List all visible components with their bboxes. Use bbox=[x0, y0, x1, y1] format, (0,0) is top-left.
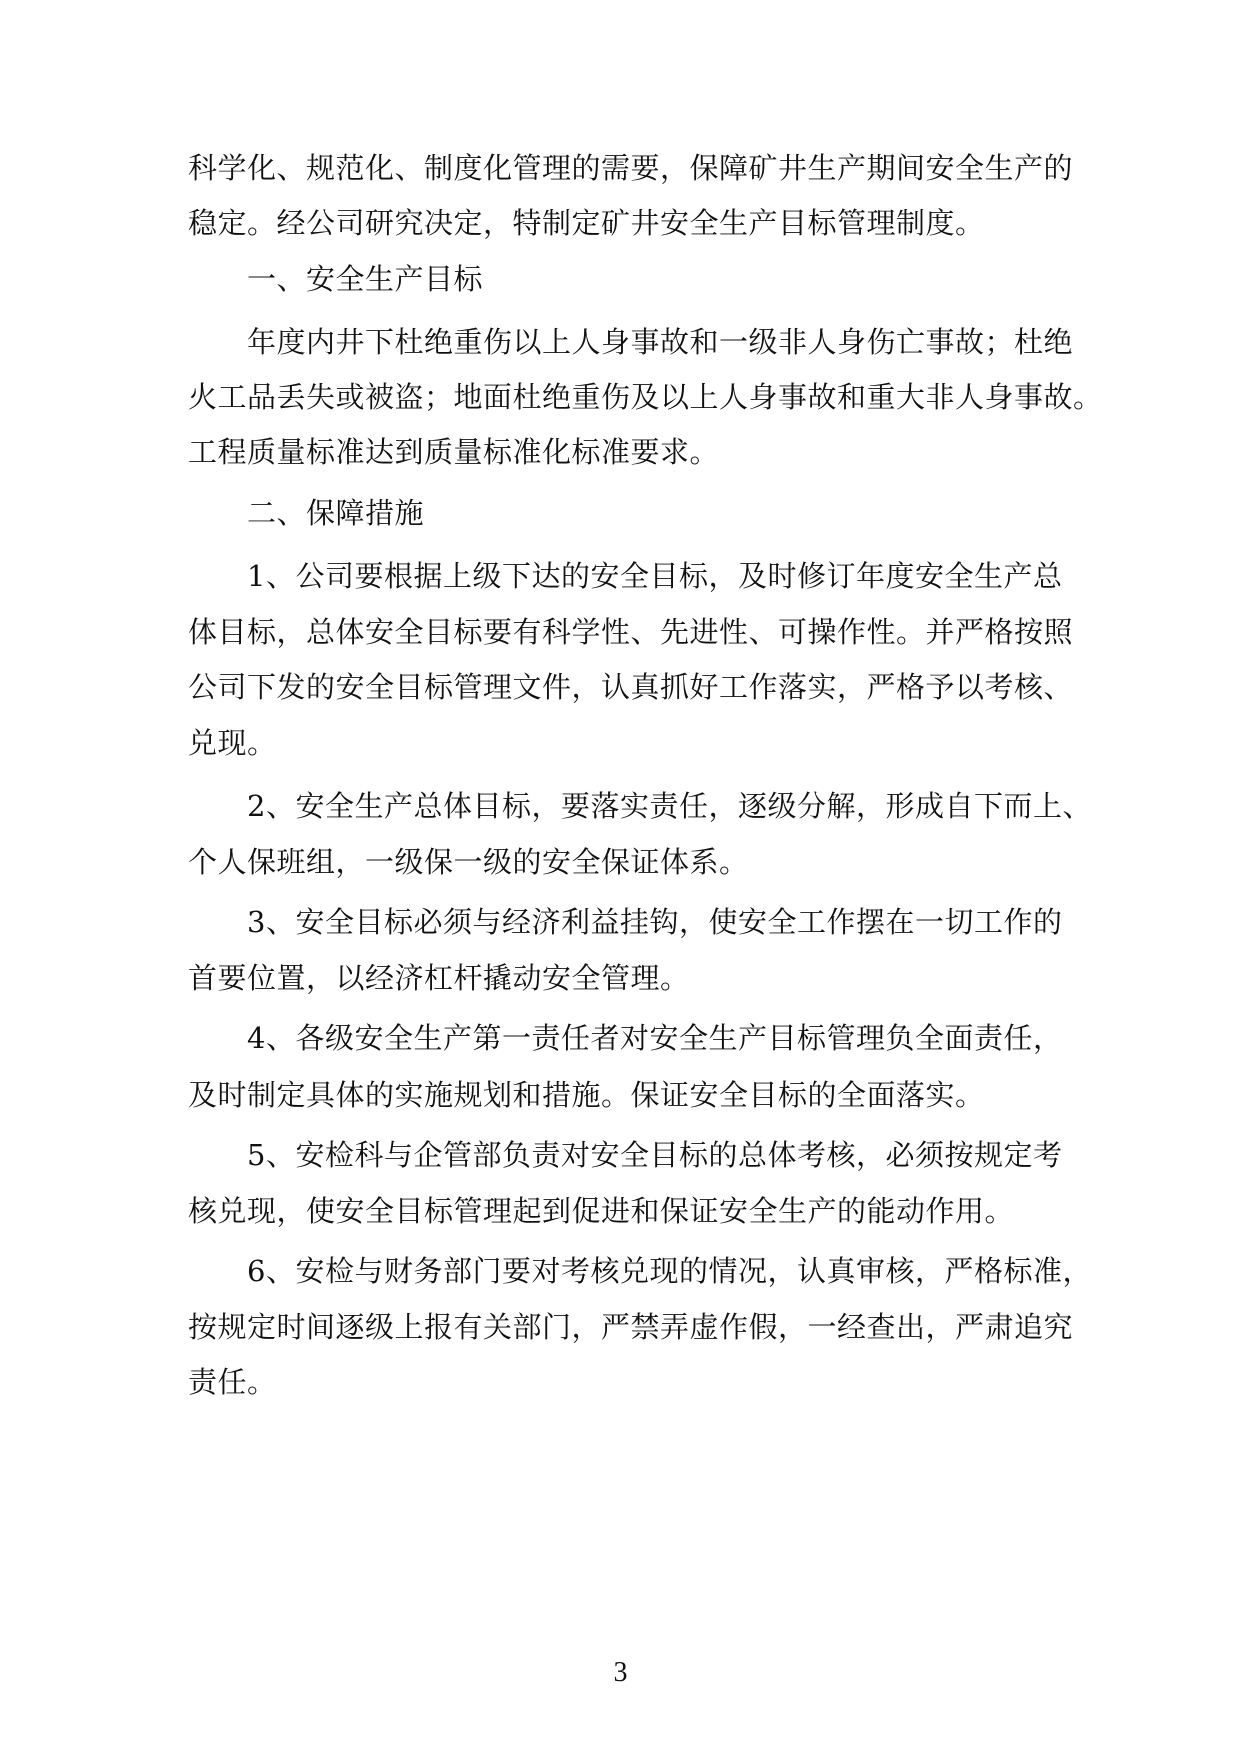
text-line: 5、安检科与企管部负责对安全目标的总体考核，必须按规定考 bbox=[247, 1138, 1063, 1172]
text-line: 按规定时间逐级上报有关部门，严禁弄虚作假，一经查出，严肃追究 bbox=[188, 1310, 1074, 1344]
text-line: 个人保班组，一级保一级的安全保证体系。 bbox=[188, 845, 749, 879]
text-line: 首要位置，以经济杠杆撬动安全管理。 bbox=[188, 961, 690, 995]
text-line: 4、各级安全生产第一责任者对安全生产目标管理负全面责任， bbox=[247, 1021, 1063, 1055]
text-line: 及时制定具体的实施规划和措施。保证安全目标的全面落实。 bbox=[188, 1078, 985, 1112]
page-number: 3 bbox=[613, 1657, 628, 1688]
text-line: 2、安全生产总体目标，要落实责任，逐级分解，形成自下而上、 bbox=[247, 789, 1092, 823]
section-heading: 一、安全生产目标 bbox=[247, 262, 484, 296]
text-line: 兑现。 bbox=[188, 726, 277, 760]
text-line: 年度内井下杜绝重伤以上人身事故和一级非人身伤亡事故；杜绝 bbox=[247, 325, 1074, 359]
text-line: 6、安检与财务部门要对考核兑现的情况，认真审核，严格标准， bbox=[247, 1254, 1092, 1288]
text-line: 责任。 bbox=[188, 1365, 277, 1399]
text-line: 公司下发的安全目标管理文件，认真抓好工作落实，严格予以考核、 bbox=[188, 670, 1074, 704]
text-line: 3、安全目标必须与经济利益挂钩，使安全工作摆在一切工作的 bbox=[247, 905, 1063, 939]
section-heading: 二、保障措施 bbox=[247, 496, 425, 530]
text-line: 稳定。经公司研究决定，特制定矿井安全生产目标管理制度。 bbox=[188, 206, 985, 240]
text-line: 核兑现，使安全目标管理起到促进和保证安全生产的能动作用。 bbox=[188, 1194, 1015, 1228]
text-line: 1、公司要根据上级下达的安全目标，及时修订年度安全生产总 bbox=[247, 559, 1063, 593]
text-line: 科学化、规范化、制度化管理的需要，保障矿井生产期间安全生产的 bbox=[188, 151, 1074, 185]
text-line: 火工品丢失或被盗；地面杜绝重伤及以上人身事故和重大非人身事故。 bbox=[188, 380, 1103, 414]
text-line: 工程质量标准达到质量标准化标准要求。 bbox=[188, 435, 720, 469]
text-line: 体目标，总体安全目标要有科学性、先进性、可操作性。并严格按照 bbox=[188, 615, 1074, 649]
